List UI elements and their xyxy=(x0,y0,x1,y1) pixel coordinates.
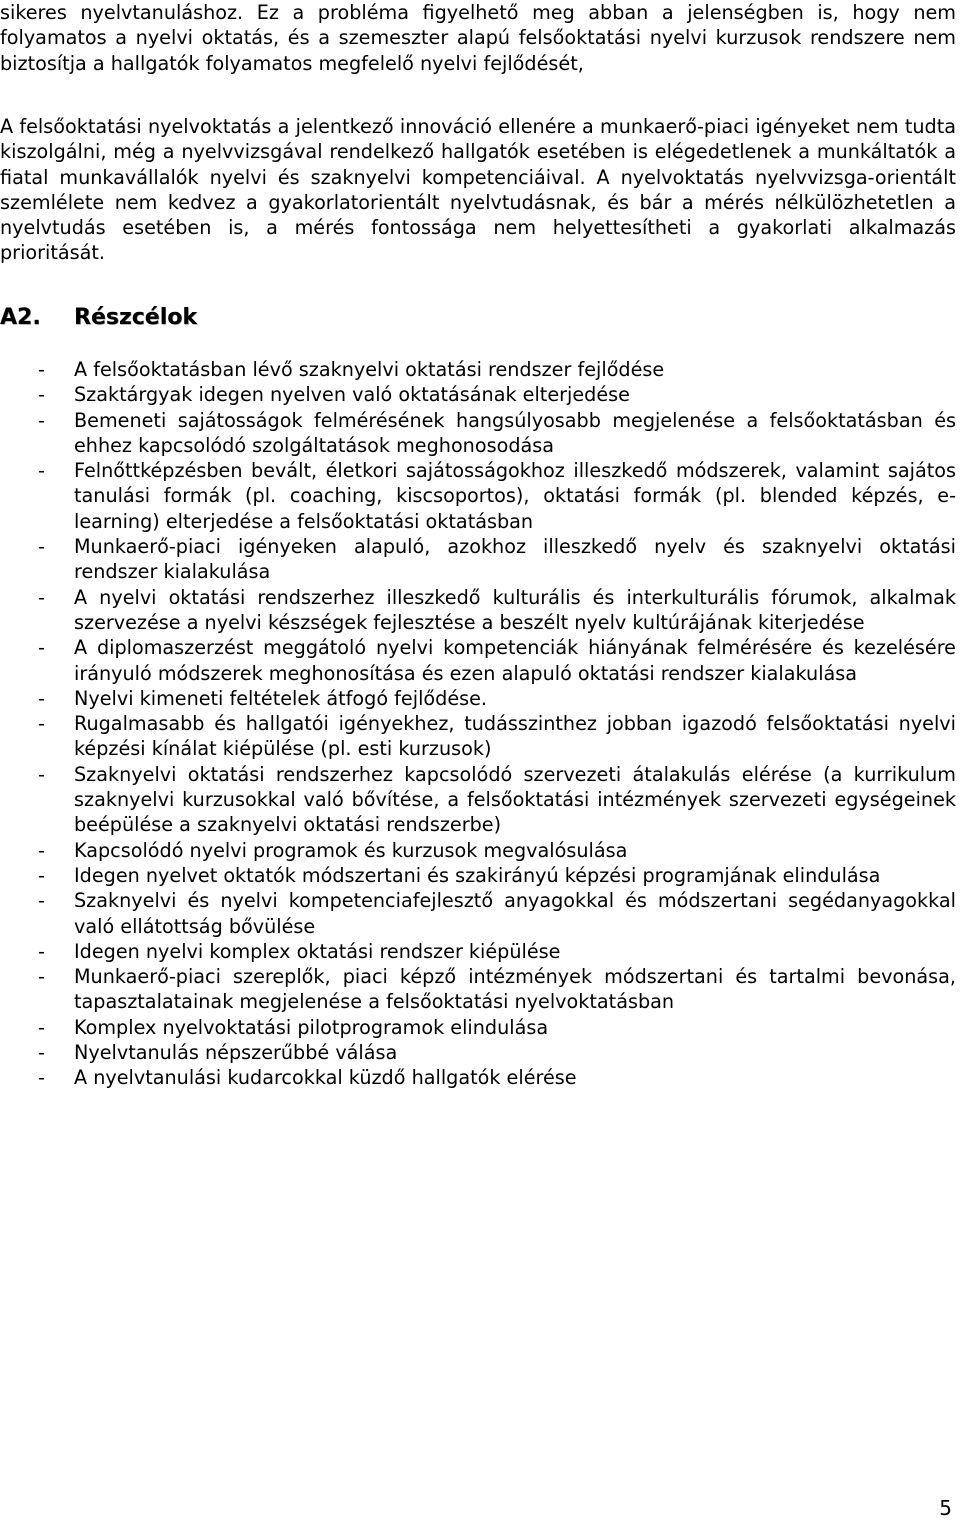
list-item-text: A diplomaszerzést meggátoló nyelvi kompetenciák hiányának felmérésére és kezelésére irányuló módszerek meghonosítása és ezen alapuló oktatási rendszer kialakulása xyxy=(74,636,956,685)
list-item xyxy=(0,382,956,407)
list-item-text: Kapcsolódó nyelvi programok és kurzusok megvalósulása xyxy=(74,838,628,862)
list-item xyxy=(0,939,956,964)
list-item-text: Rugalmasabb és hallgatói igényekhez, tudásszinthez jobban igazodó felsőoktatási nyelvi képzési kínálat kiépülése (pl. esti kurzusok) xyxy=(74,712,956,761)
list-marker: - xyxy=(38,1066,45,1090)
subgoals-list xyxy=(0,357,956,1091)
list-item-text: Szaknyelvi oktatási rendszerhez kapcsolódó szervezeti átalakulás elérése (a kurrikulum szaknyelvi kurzusokkal való bővítése, a felsőoktatási intézmények szervezeti egységeinek beépülése a szaknyelvi oktatási rendszerbe) xyxy=(74,762,956,837)
list-item-text: Idegen nyelvet oktatók módszertani és szakirányú képzési programjának elindulása xyxy=(74,863,881,887)
list-marker: - xyxy=(38,762,45,786)
page-number: 5 xyxy=(939,1496,952,1520)
list-marker: - xyxy=(38,459,45,483)
list-item xyxy=(0,686,956,711)
list-marker: - xyxy=(38,636,45,660)
paragraph-intro: sikeres nyelvtanuláshoz. Ez a probléma figyelhető meg abban a jelenségben is, hogy nem folyamatos a nyelvi oktatás, és a szemeszter alapú felsőoktatási nyelvi kurzusok rendszere nem biztosítja a hallgatók folyamatos megfelelő nyelvi fejlődését, xyxy=(0,1,956,75)
list-item xyxy=(0,357,956,382)
list-marker: - xyxy=(38,585,45,609)
list-marker: - xyxy=(38,1015,45,1039)
paragraph-language-education: A felsőoktatási nyelvoktatás a jelentkező innováció ellenére a munkaerő-piaci igényeket nem tudta kiszolgálni, még a nyelvvizsgával rendelkező hallgatók esetében is elégedetlenek a munkáltatók a fiatal munkavállalók nyelvi és szaknyelvi kompetenciáival. A nyelvoktatás nyelvvizsga-orientált szemlélete nem kedvez a gyakorlatorientált nyelvtudásnak, és bár a mérés nélkülözhetetlen a nyelvtudás esetében is, a mérés fontossága nem helyettesítheti a gyakorlati alkalmazás prioritását. xyxy=(0,115,956,265)
section-title: Részcélok xyxy=(74,305,198,330)
list-item xyxy=(0,635,956,686)
list-marker: - xyxy=(38,535,45,559)
list-marker: - xyxy=(38,889,45,913)
list-marker: - xyxy=(38,686,45,710)
list-marker: - xyxy=(38,358,45,381)
list-marker: - xyxy=(38,838,45,862)
list-marker: - xyxy=(38,939,45,963)
list-item-text: Nyelvtanulás népszerűbbé válása xyxy=(74,1041,398,1065)
list-item xyxy=(0,838,956,863)
list-item-text: Felnőttképzésben bevált, életkori sajátosságokhoz illeszkedő módszerek, valamint sajátos tanulási formák (pl. coaching, kiscsoportos), oktatási formák (pl. blended képzés, e-learning) elterjedése a felsőoktatási oktatásban xyxy=(74,459,956,533)
list-item xyxy=(0,888,956,939)
list-item-text: Munkaerő-piaci szereplők, piaci képző intézmények módszertani és tartalmi bevonása, tapasztalatainak megjelenése a felsőoktatási nyelvoktatásban xyxy=(74,965,956,1014)
list-marker: - xyxy=(38,383,45,407)
list-item-text: Szaknyelvi és nyelvi kompetenciafejlesztő anyagokkal és módszertani segédanyagokkal való ellátottság bővülése xyxy=(74,889,956,938)
list-item xyxy=(0,863,956,888)
list-item xyxy=(0,585,956,636)
list-item-text: Nyelvi kimeneti feltételek átfogó fejlődése. xyxy=(74,686,488,710)
list-marker: - xyxy=(38,863,45,887)
list-item xyxy=(0,1040,956,1065)
section-number: A2. xyxy=(0,305,41,330)
list-item-text: A nyelvtanulási kudarcokkal küzdő hallgatók elérése xyxy=(74,1066,577,1090)
list-item-text: A felsőoktatásban lévő szaknyelvi oktatási rendszer fejlődése xyxy=(74,358,665,381)
list-marker: - xyxy=(38,1041,45,1065)
list-item xyxy=(0,1015,956,1040)
list-item xyxy=(0,408,956,459)
list-item xyxy=(0,458,956,534)
list-item-text: Komplex nyelvoktatási pilotprogramok elindulása xyxy=(74,1015,549,1039)
list-item xyxy=(0,534,956,585)
list-item xyxy=(0,964,956,1015)
list-item-text: Szaktárgyak idegen nyelven való oktatásának elterjedése xyxy=(74,383,630,407)
list-marker: - xyxy=(38,965,45,989)
list-item-text: Idegen nyelvi komplex oktatási rendszer kiépülése xyxy=(74,939,561,963)
list-item-text: Bemeneti sajátosságok felmérésének hangsúlyosabb megjelenése a felsőoktatásban és ehhez kapcsolódó szolgáltatások meghonosodása xyxy=(74,408,956,457)
list-item-text: Munkaerő-piaci igényeken alapuló, azokhoz illeszkedő nyelv és szaknyelvi oktatási rendszer kialakulása xyxy=(74,535,956,584)
list-item xyxy=(0,711,956,762)
list-item-text: A nyelvi oktatási rendszerhez illeszkedő kulturális és interkulturális fórumok, alkalmak szervezése a nyelvi készségek fejlesztése a beszélt nyelv kultúrájának kiterjedése xyxy=(74,585,956,634)
list-item xyxy=(0,1065,956,1090)
list-marker: - xyxy=(38,712,45,736)
list-item xyxy=(0,762,956,838)
section-heading xyxy=(0,303,197,333)
list-marker: - xyxy=(38,408,45,432)
